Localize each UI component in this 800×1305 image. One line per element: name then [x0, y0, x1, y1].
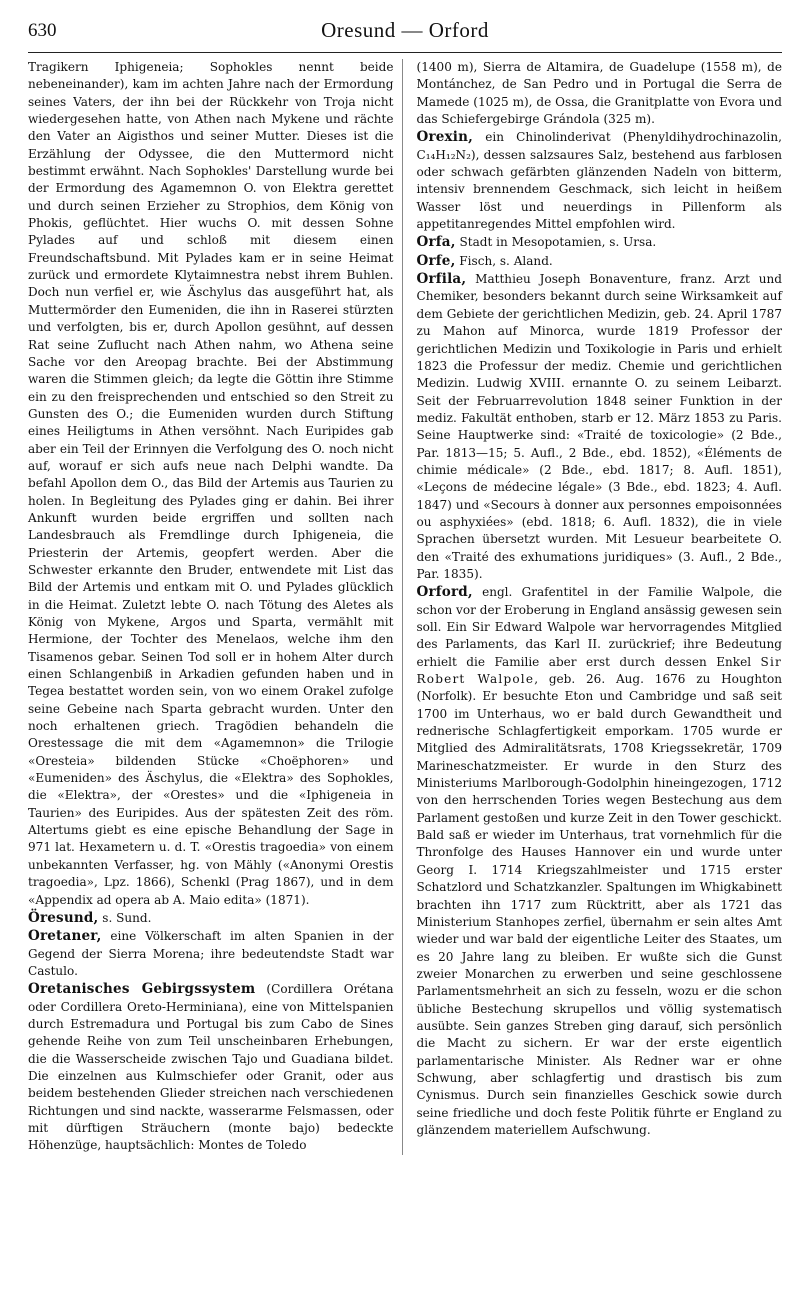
left-column	[28, 59, 403, 1155]
entry-orford	[417, 584, 783, 1139]
headword: Oretaner,	[28, 928, 102, 945]
right-column	[417, 59, 783, 1155]
page-number: 630	[28, 20, 57, 41]
entry-text: , geb. 26. Aug. 1676 zu Houghton (Norfolk). Er besuchte Eton und Cambridge und saß seit 1700 im Unterhaus, wo er bald durch Gewandtheit und rednerische Schlagfertigkeit emporkam. 1705 wurde er Mitglied des Admiralitätsrats, 1708 Kriegssekretär, 1709 Marineschatzmeister. Er wurde in den Sturz des Ministeriums Marlborough-Godolphin hineingezogen, 1712 von den herrschenden Tories wegen Bestechung aus dem Parlament gestoßen und kurze Zeit in den Tower geschickt. Bald saß er wieder im Unterhaus, trat vornehmlich für die Thronfolge des Hauses Hannover ein und wurde unter Georg I. 1714 Kriegszahlmeister und 1715 erster Schatzlord und Schatzkanzler. Spaltungen im Whigkabinett brachten ihn 1717 zum Rücktritt, aber als 1721 das Ministerium Stanhopes zerfiel, übernahm er sein altes Amt wieder und war bald der eigentliche Leiter des Staates, um es 20 Jahre lang zu bleiben. Er wußte sich die Gunst zweier Monarchen zu erwerben und seine geschlossene Parlamentsmehrheit an sich zu fesseln, wozu er die schon übliche Bestechung skrupellos und völlig systematisch ausübte. Sein ganzes Streben ging darauf, sich persönlich die Macht zu sichern. Er war der erste eigentlich parlamentarische Minister. Als Redner war er ohne Schwung, aber schlagfertig und drastisch bis zum Cynismus. Durch sein finanzielles Geschick sowie durch seine friedliche und doch feste Politik führte er England zu glänzendem materiellem Aufschwung.	[416, 672, 782, 1137]
headword: Orford,	[416, 584, 473, 601]
headword: Orfa,	[416, 234, 456, 251]
entry-text: engl. Grafentitel in der Familie Walpole, die schon vor der Eroberung in England ansässig gewesen sein soll. Ein Sir Edward Walpole war hervorragendes Mitglied des Parlaments, das Karl II. zurückrief; ihre Bedeutung erhielt die Familie aber erst durch dessen Enkel	[416, 585, 782, 669]
entry-orexin	[417, 129, 783, 233]
entry-oresund	[28, 910, 394, 927]
orestes-continuation: Tragikern Iphigeneia; Sophokles nennt beide nebeneinander), kam im achten Jahre nach der Ermordung seines Vaters, der ihn bei der Rückkehr von Troja nicht wiedergesehen hatte, von Athen nach Mykene und rächte den Vater an Aigisthos und seiner Mutter. Dieses ist die Erzählung der Odyssee, die den Muttermord nicht bestimmt erwähnt. Nach Sophokles' Darstellung wurde bei der Ermordung des Agamemnon O. von Elektra gerettet und durch seinen Erzieher zu Strophios, dem König von Phokis, geflüchtet. Hier wuchs O. mit dessen Sohne Pylades auf und schloß mit diesem einen Freundschaftsbund. Mit Pylades kam er in seine Heimat zurück und ermordete Klytaimnestra nebst ihrem Buhlen. Doch nun verfiel er, wie Äschylus das ausgeführt hat, als Muttermörder den Eumeniden, die ihn in Raserei stürzten und verfolgten, bis er, durch Apollon gesühnt, auf dessen Rat seine Zuflucht nach Athen nahm, wo Athena seine Sache vor den Areopag brachte. Bei der Abstimmung waren die Stimmen gleich; da legte die Göttin ihre Stimme ein zu den freisprechenden und entschied so den Streit zu Gunsten des O.; die Eumeniden wurden durch Stiftung eines Heiligtums in Athen versöhnt. Nach Euripides gab aber ein Teil der Erinnyen die Verfolgung des O. noch nicht auf, worauf er sich aufs neue nach Delphi wandte. Da befahl Apollon dem O., das Bild der Artemis aus Taurien zu holen. In Begleitung des Pylades ging er dahin. Bei ihrer Ankunft wurden beide ergriffen und sollten nach Landesbrauch als Fremdlinge durch Iphigeneia, die Priesterin der Artemis, geopfert werden. Aber die Schwester erkannte den Bruder, entwendete mit List das Bild der Artemis und entkam mit O. und Pylades glücklich in die Heimat. Zuletzt lebte O. nach Tötung des Aletes als König von Mykene, Argos und Sparta, vermählt mit Hermione, der Tochter des Menelaos, welche ihm den Tisamenos gebar. Seinen Tod soll er in hohem Alter durch einen Schlangenbiß in Arkadien gefunden haben und in Tegea bestattet worden sein, von wo einem Orakel zufolge seine Gebeine nach Sparta gebracht wurden. Unter den noch erhaltenen griech. Tragödien behandeln die Orestessage die mit dem «Agamemnon» die Trilogie «Oresteia» bildenden Stücke «Choëphoren» und «Eumeniden» des Äschylus, die «Elektra» des Sophokles, die «Elektra», der «Orestes» und die «Iphigeneia in Taurien» des Euripides. Aus der spätesten Zeit des röm. Altertums giebt es eine epische Behandlung der Sage in 971 lat. Hexametern u. d. T. «Orestis tragoedia» von einem unbekannten Verfasser, hg. von Mähly («Anonymi Orestis tragoedia», Lpz. 1866), Schenkl (Prag 1867), und in dem «Appendix ad opera ab A. Maio edita» (1871).	[28, 60, 394, 907]
entry-text: s. Sund.	[98, 910, 152, 925]
entry-oretanisches-gebirgssystem	[28, 981, 394, 1154]
gebirgssystem-continuation: (1400 m), Sierra de Altamira, de Guadelupe (1558 m), de Montánchez, de San Pedro und in Portugal die Serra de Mamede (1025 m), de Ossa, die Granitplatte von Evora und das Schiefergebirge Grándola (325 m).	[416, 60, 782, 127]
headword: Öresund,	[28, 909, 99, 926]
headword: Orfe,	[416, 252, 456, 269]
page-header	[28, 16, 782, 53]
headword: Orexin,	[416, 129, 474, 146]
entry-text: (Cordillera Orétana oder Cordillera Oreto-Herminiana), eine von Mittelspanien durch Estremadura und Portugal bis zum Cabo de Sines gehende Reihe von zum Teil unscheinbaren Erhebungen, die die Wasserscheide zwischen Tajo und Guadiana bildet. Die einzelnen aus Kulmschiefer oder Granit, oder aus beidem bestehenden Glieder streichen nach verschiedenen Richtungen und sind nackte, wasserarme Felsmassen, oder mit dürftigen Sträuchern (monte bajo) bedeckte Höhenzüge, hauptsächlich: Montes de Toledo	[28, 982, 394, 1153]
spaced-name: Sir Robert Walpole	[416, 654, 782, 687]
entry-orfa	[417, 234, 783, 251]
headword: Orfila,	[416, 271, 467, 288]
text-columns	[28, 59, 782, 1155]
entry-text: Stadt in Mesopotamien, s. Ursa.	[455, 235, 657, 250]
headword: Oretanisches Gebirgssystem	[28, 981, 256, 998]
running-head: Oresund — Orford	[321, 18, 489, 42]
entry-text: Matthieu Joseph Bonaventure, franz. Arzt und Chemiker, besonders bekannt durch seine Wirksamkeit auf dem Gebiete der gerichtlichen Medizin, geb. 24. April 1787 zu Mahon auf Minorca, wurde 1819 Professor der gerichtlichen Medizin und Toxikologie in Paris und erhielt 1823 die Professur der mediz. Chemie und gerichtlichen Medizin. Ludwig XVIII. ernannte O. zu seinem Leibarzt. Seit der Februarrevolution 1848 seiner Funktion in der mediz. Fakultät enthoben, starb er 12. März 1853 zu Paris. Seine Hauptwerke sind: «Traité de toxicologie» (2 Bde., Par. 1813—15; 5. Aufl., 2 Bde., ebd. 1852), «Éléments de chimie médicale» (2 Bde., ebd. 1817; 8. Aufl. 1851), «Leçons de médecine légale» (3 Bde., ebd. 1823; 4. Aufl. 1847) und «Secours à donner aux personnes empoisonnées ou asphyxiées» (ebd. 1818; 6. Aufl. 1832), die in viele Sprachen übersetzt wurden. Mit Lesueur bearbeitete O. den «Traité des exhumations juridiques» (3. Aufl., 2 Bde., Par. 1835).	[416, 272, 782, 581]
entry-orfe	[417, 253, 783, 270]
entry-text: ein Chinolinderivat (Phenyldihydrochinazolin, C₁₄H₁₂N₂), dessen salzsaures Salz, bestehend aus farblosen oder schwach gefärbten glänzenden Nadeln von bitterm, intensiv brennendem Geschmack, sich leicht in heißem Wasser löst und neuerdings in Pillenform als appetitanregendes Mittel empfohlen wird.	[416, 130, 782, 232]
entry-oretaner	[28, 928, 394, 980]
entry-orfila	[417, 271, 783, 583]
entry-text: eine Völkerschaft im alten Spanien in der Gegend der Sierra Morena; ihre bedeutendste Stadt war Castulo.	[28, 929, 394, 978]
entry-text: Fisch, s. Aland.	[455, 253, 553, 268]
